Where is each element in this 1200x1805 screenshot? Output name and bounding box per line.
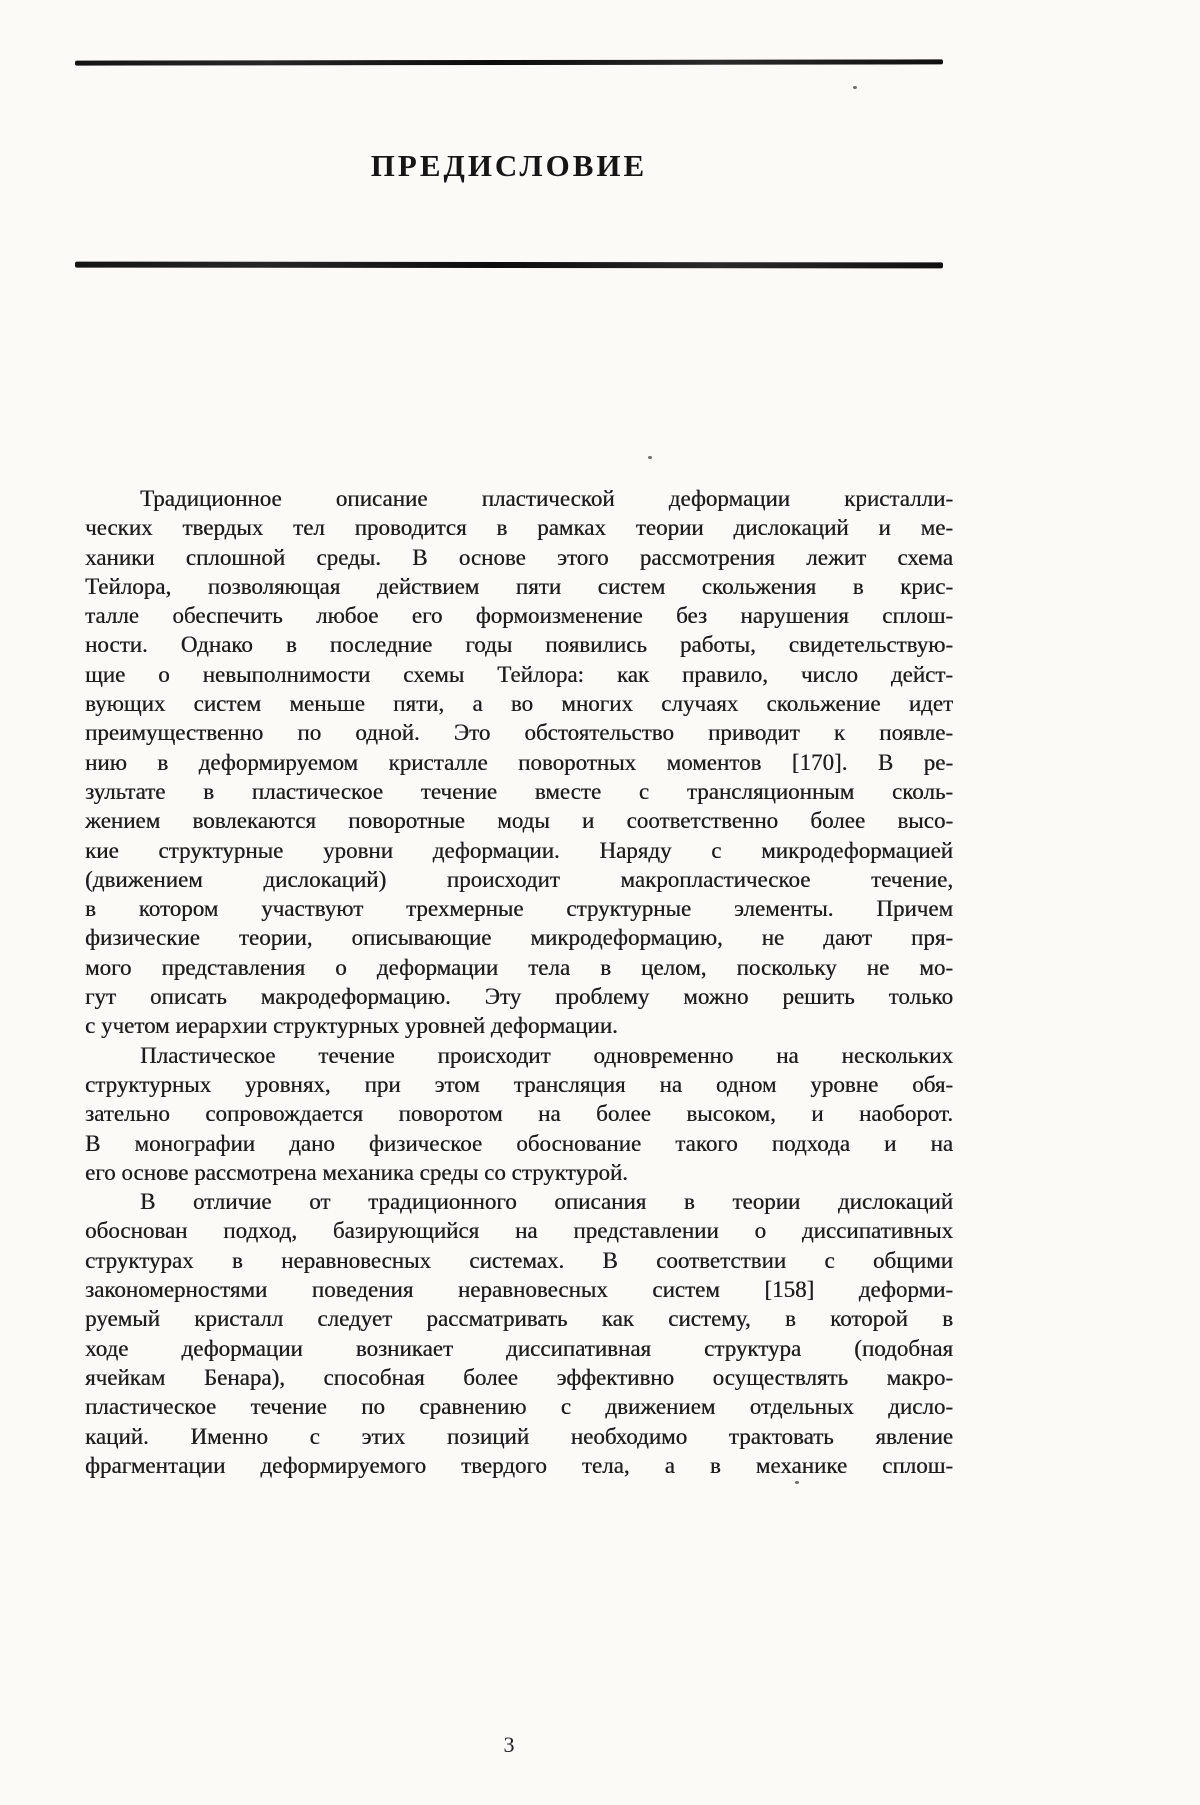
text-line: кие структурные уровни деформации. Наряду с микродеформацией — [85, 837, 953, 863]
text-line: В монографии дано физическое обоснование такого подхода и на — [85, 1130, 953, 1156]
text-line: ческих твердых тел проводится в рамках теории дислокаций и ме- — [85, 515, 953, 541]
text-line: обоснован подход, базирующийся на представлении о диссипативных — [85, 1218, 953, 1244]
scan-speck — [795, 1481, 799, 1484]
text-line: нию в деформируемом кристалле поворотных моментов [170]. В ре- — [85, 749, 953, 775]
text-line: каций. Именно с этих позиций необходимо трактовать явление — [85, 1423, 953, 1449]
text-line: Тейлора, позволяющая действием пяти систем скольжения в крис- — [85, 573, 953, 599]
text-line: ности. Однако в последние годы появились работы, свидетельствую- — [85, 632, 953, 658]
text-line: талле обеспечить любое его формоизменение без нарушения сплош- — [85, 603, 953, 629]
page-title: ПРЕДИСЛОВИЕ — [370, 148, 648, 183]
text-line: руемый кристалл следует рассматривать как систему, в которой в — [85, 1306, 953, 1332]
text-line: (движением дислокаций) происходит макропластическое течение, — [85, 866, 953, 892]
text-line: ячейкам Бенара), способная более эффективно осуществлять макро- — [85, 1364, 953, 1390]
scan-speck — [648, 456, 652, 459]
paragraph — [85, 484, 953, 1041]
text-line: преимущественно по одной. Это обстоятельство приводит к появле- — [85, 720, 953, 746]
text-line: закономерностями поведения неравновесных систем [158] деформи- — [85, 1277, 953, 1303]
text-line: ханики сплошной среды. В основе этого рассмотрения лежит схема — [85, 544, 953, 570]
text-line: гут описать макродеформацию. Эту проблему можно решить только — [85, 984, 953, 1010]
text-line: вующих систем меньше пяти, а во многих случаях скольжение идет — [85, 691, 953, 717]
scan-speck — [853, 86, 857, 89]
paragraph — [85, 1041, 953, 1187]
text-line: физические теории, описывающие микродеформацию, не дают пря- — [85, 925, 953, 951]
body-text — [85, 484, 953, 1480]
text-line: Пластическое течение происходит одновременно на нескольких — [140, 1042, 953, 1068]
text-line: мого представления о деформации тела в целом, поскольку не мо- — [85, 954, 953, 980]
text-line: В отличие от традиционного описания в теории дислокаций — [140, 1189, 953, 1215]
text-line: структурах в неравновесных системах. В соответствии с общими — [85, 1247, 953, 1273]
paragraph — [85, 1187, 953, 1480]
page-number: 3 — [503, 1732, 515, 1757]
text-line: с учетом иерархии структурных уровней деформации. — [85, 1013, 618, 1039]
text-line: ходе деформации возникает диссипативная структура (подобная — [85, 1335, 953, 1361]
text-line: пластическое течение по сравнению с движением отдельных дисло- — [85, 1394, 953, 1420]
divider-rule-middle — [75, 262, 943, 269]
text-line: структурных уровнях, при этом трансляция на одном уровне обя- — [85, 1071, 953, 1097]
text-line: фрагментации деформируемого твердого тела, а в механике сплош- — [85, 1452, 953, 1478]
text-line: щие о невыполнимости схемы Тейлора: как правило, число дейст- — [85, 661, 953, 687]
divider-rule-top — [75, 59, 943, 65]
text-line: его основе рассмотрена механика среды со структурой. — [85, 1159, 628, 1185]
text-line: в котором участвуют трехмерные структурные элементы. Причем — [85, 896, 953, 922]
text-line: жением вовлекаются поворотные моды и соответственно более высо- — [85, 808, 953, 834]
text-line: Традиционное описание пластической деформации кристалли- — [140, 486, 953, 511]
text-line: зультате в пластическое течение вместе с трансляционным сколь- — [85, 778, 953, 804]
text-line: зательно сопровождается поворотом на более высоком, и наоборот. — [85, 1101, 953, 1127]
